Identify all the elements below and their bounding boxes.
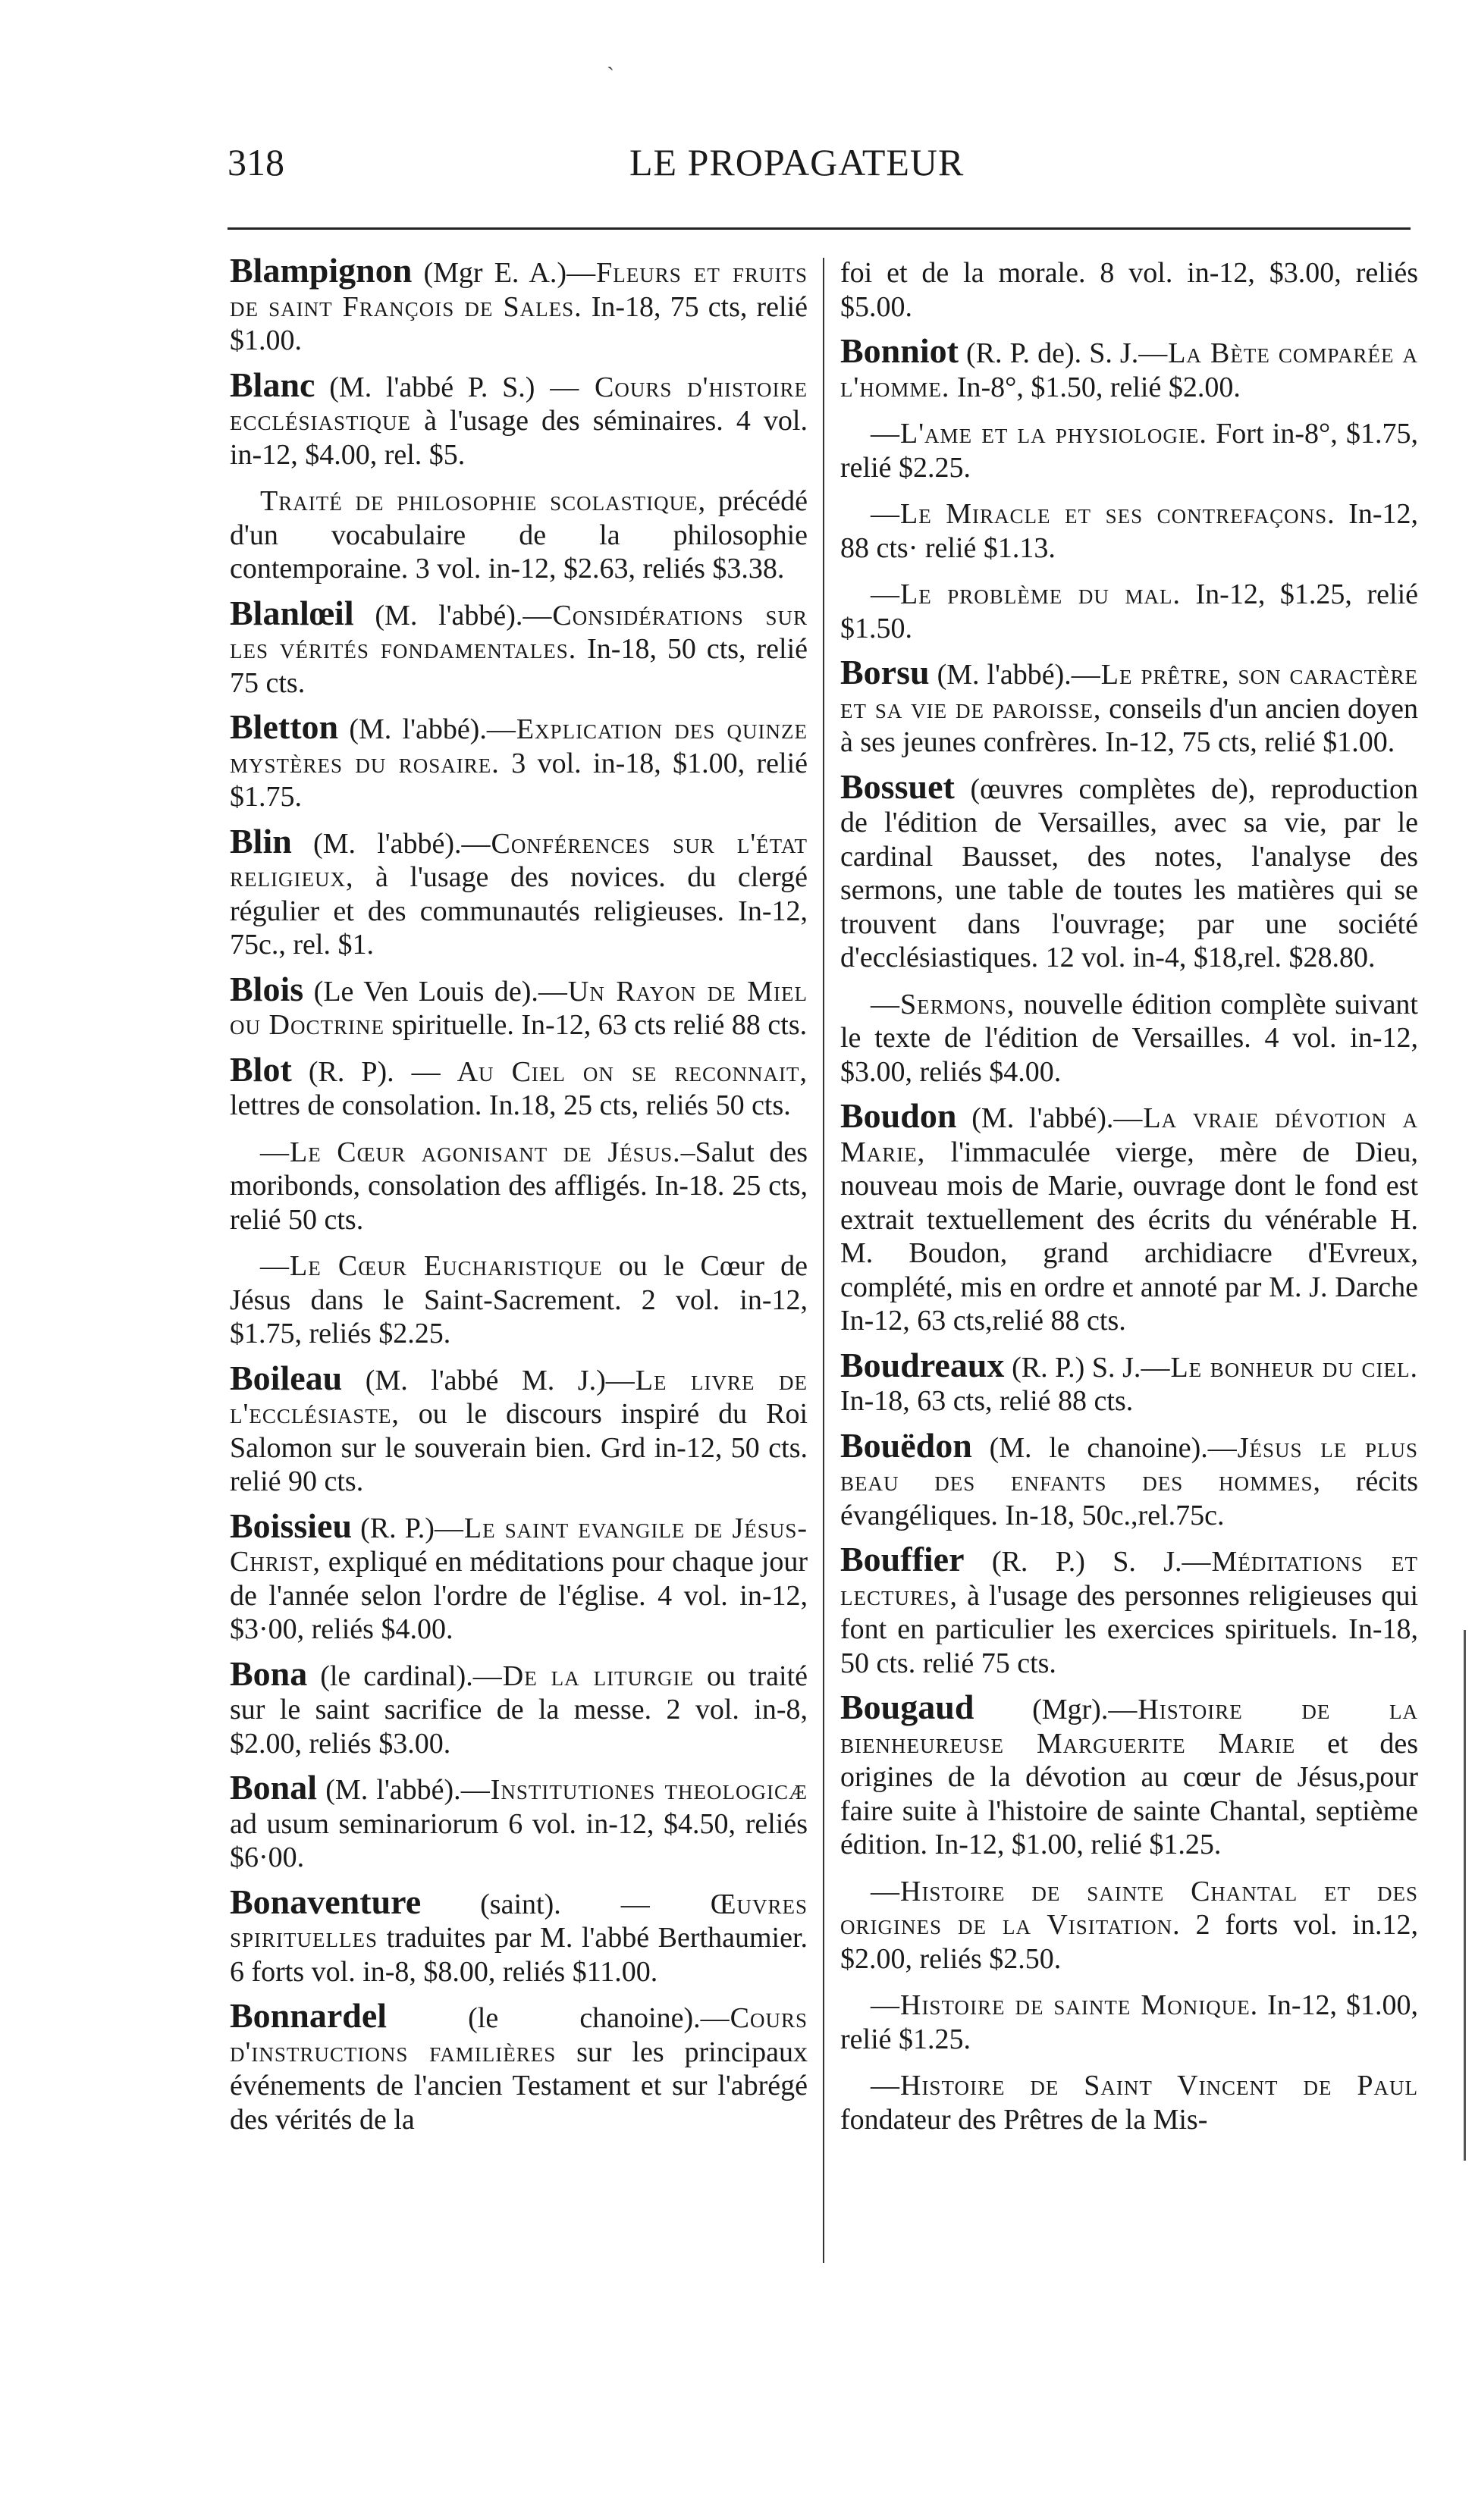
book-details: nouvelle édition complète suivant le texte de l'édition de Versailles. 4 vol. in-12, $3.00, reliés $4.00. bbox=[840, 988, 1418, 1088]
book-title: —Fleurs et fruits de saint François de Sales. bbox=[230, 257, 808, 323]
catalog-entry bbox=[230, 1653, 808, 1761]
book-title: —Le Miracle et ses contrefaçons. bbox=[871, 498, 1335, 530]
running-title: LE PROPAGATEUR bbox=[629, 141, 965, 183]
book-details: fondateur des Prêtres de la Mis- bbox=[840, 2103, 1208, 2136]
author-qualifier: (saint). bbox=[480, 1888, 561, 1920]
book-details: –Salut des moribonds, consolation des affligés. In-18. 25 cts, relié 50 cts. bbox=[230, 1136, 808, 1236]
author-qualifier: (Le Ven Louis de). bbox=[313, 975, 538, 1008]
catalog-entry bbox=[840, 1425, 1419, 1533]
book-details: l'immaculée vierge, mère de Dieu, nouveau mois de Marie, ouvrage dont le fond est extrait textuellement des écrits du vénérable H. M. Boudon, grand archidiacre d'Evreux, complété, mis en ordre et annoté par M. J. Darche In-12, 63 cts,relié 88 cts. bbox=[840, 1136, 1418, 1337]
book-details: 3 vol. in-18, $1.00, relié $1.75. bbox=[230, 747, 808, 813]
author-name: Bouffier bbox=[840, 1540, 965, 1578]
book-title: —Le livre de l'ecclésiaste, bbox=[230, 1364, 808, 1430]
author-name: Bonniot bbox=[840, 331, 959, 370]
book-title: —La vraie dévotion a Marie, bbox=[840, 1102, 1419, 1168]
book-details: foi et de la morale. 8 vol. in-12, $3.00, reliés $5.00. bbox=[840, 257, 1418, 323]
book-details: Fort in-8°, $1.75, relié $2.25. bbox=[840, 418, 1418, 484]
book-details: ou le discours inspiré du Roi Salomon sur le souverain bien. Grd in-12, 50 cts. relié 90 cts. bbox=[230, 1398, 808, 1497]
author-qualifier: (M. l'abbé). bbox=[349, 713, 487, 745]
catalog-entry bbox=[840, 331, 1419, 404]
catalog-entry bbox=[840, 986, 1418, 1089]
header-rule bbox=[228, 227, 1411, 230]
catalog-entry bbox=[230, 821, 808, 962]
author-name: Blampignon bbox=[230, 251, 413, 290]
author-name: Bonaventure bbox=[230, 1882, 422, 1921]
book-details: à l'usage des séminaires. 4 vol. in-12, $4.00, rel. $5. bbox=[230, 405, 808, 471]
catalog-entry bbox=[230, 1358, 808, 1499]
book-title: — Œuvres spirituelles bbox=[230, 1888, 808, 1954]
catalog-entry bbox=[840, 575, 1418, 645]
book-title: —Institutiones theologicæ bbox=[460, 1774, 808, 1806]
page-number: 318 bbox=[228, 141, 284, 183]
book-details: In-18, 75 cts, relié $1.00. bbox=[230, 290, 808, 356]
book-details: précédé d'un vocabulaire de la philosophie contemporaine. 3 vol. in-12, $2.63, reliés $3.38. bbox=[230, 485, 808, 585]
book-details: traduites par M. l'abbé Berthaumier. 6 forts vol. in-8, $8.00, reliés $11.00. bbox=[230, 1922, 808, 1988]
author-name: Bona bbox=[230, 1653, 308, 1693]
catalog-entry bbox=[840, 1873, 1418, 1976]
book-details: ad usum seminariorum 6 vol. in-12, $4.50, reliés $6·00. bbox=[230, 1807, 808, 1873]
book-details: expliqué en méditations pour chaque jour de l'année selon l'ordre de l'église. 4 vol. in-12, $3·00, reliés $4.00. bbox=[230, 1546, 808, 1645]
book-details: reproduction de l'édition de Versailles, avec sa vie, par le cardinal Bausset, des notes, l'analyse des sermons, une table de toutes les matières qui se trouvent dans l'ouvrage; par une société d'ecclésiastiques. 12 vol. in-4, $18,rel. $28.80. bbox=[840, 773, 1419, 973]
catalog-entry bbox=[840, 415, 1418, 484]
author-name: Blot bbox=[230, 1049, 292, 1089]
book-title: —Sermons, bbox=[871, 988, 1015, 1020]
catalog-entry bbox=[230, 482, 808, 586]
author-name: Blin bbox=[230, 821, 292, 860]
author-qualifier: (le chanoine). bbox=[468, 2002, 701, 2034]
catalog-entry bbox=[230, 1247, 808, 1351]
author-name: Blanlœil bbox=[230, 593, 354, 632]
book-title: — Cours d'histoire ecclésiastique bbox=[230, 371, 808, 437]
author-qualifier: (M. l'abbé). bbox=[375, 599, 523, 632]
catalog-entry bbox=[230, 1996, 808, 2136]
book-details: récits évangéliques. In-18, 50c.,rel.75c. bbox=[840, 1465, 1418, 1531]
book-details: conseils d'un ancien doyen à ses jeunes confrères. In-12, 75 cts, relié $1.00. bbox=[840, 692, 1418, 758]
catalog-entry bbox=[840, 766, 1419, 975]
book-title: Traité de philosophie scolastique, bbox=[260, 485, 707, 517]
catalog-entry bbox=[230, 1506, 808, 1647]
catalog-entry bbox=[840, 1986, 1418, 2056]
book-title: —Histoire de la bienheureuse Marguerite Marie bbox=[840, 1694, 1418, 1760]
author-name: Bossuet bbox=[840, 766, 955, 806]
catalog-entry bbox=[230, 707, 808, 814]
author-qualifier: (M. l'abbé M. J.) bbox=[365, 1364, 606, 1396]
author-name: Boudon bbox=[840, 1096, 957, 1135]
author-qualifier: (M. l'abbé P. S.) bbox=[329, 371, 535, 403]
catalog-entry bbox=[840, 1688, 1418, 1862]
author-name: Bonnardel bbox=[230, 1996, 388, 2035]
page-edge-mark bbox=[1464, 1630, 1466, 2161]
book-title: —Histoire de sainte Chantal et des origines de la Visitation. bbox=[840, 1875, 1418, 1941]
book-title: —Le prêtre, son caractère et sa vie de paroisse, bbox=[840, 659, 1418, 725]
book-details: 2 forts vol. in.12, $2.00, reliés $2.50. bbox=[840, 1909, 1418, 1975]
book-title: —Histoire de sainte Monique. bbox=[871, 1989, 1259, 2021]
catalog-entry bbox=[230, 365, 808, 472]
author-name: Boudreaux bbox=[840, 1345, 1005, 1384]
book-details: ou traité sur le saint sacrifice de la messe. 2 vol. in-8, $2.00, reliés $3.00. bbox=[230, 1660, 808, 1760]
book-details: et des origines de la dévotion au cœur de Jésus,pour faire suite à l'histoire de sainte Chantal, septième édition. In-12, $1.00, relié $1.25. bbox=[840, 1727, 1418, 1860]
book-title: —Méditations et lectures, bbox=[840, 1546, 1419, 1612]
book-details: In-8°, $1.50, relié $2.00. bbox=[949, 371, 1241, 403]
author-qualifier: (R. P.) bbox=[360, 1512, 435, 1544]
book-details: spirituelle. In-12, 63 cts relié 88 cts. bbox=[384, 1009, 808, 1041]
catalog-entry bbox=[840, 653, 1418, 760]
book-title: —Le Cœur Eucharistique bbox=[260, 1250, 603, 1282]
book-title: —De la liturgie bbox=[472, 1660, 695, 1692]
book-title: — Au Ciel on se reconnait, bbox=[394, 1055, 808, 1088]
book-details: ou le Cœur de Jésus dans le Saint-Sacrement. 2 vol. in-12, $1.75, reliés $2.25. bbox=[230, 1250, 808, 1349]
author-qualifier: (le cardinal). bbox=[320, 1660, 473, 1692]
book-details: In-12, 88 cts· relié $1.13. bbox=[840, 498, 1418, 564]
catalog-entry bbox=[230, 593, 808, 701]
book-details: In-18, 50 cts, relié 75 cts. bbox=[230, 633, 808, 699]
book-title: —Un Rayon de Miel ou Doctrine bbox=[230, 975, 808, 1041]
book-title: —Considérations sur les vérités fondamentales. bbox=[230, 599, 808, 665]
book-title: —Le bonheur du ciel. bbox=[1141, 1351, 1418, 1384]
page-header bbox=[228, 140, 1411, 201]
author-name: Blanc bbox=[230, 365, 315, 404]
catalog-entry bbox=[840, 1540, 1419, 1680]
column-divider bbox=[823, 258, 824, 2263]
book-details: lettres de consolation. In.18, 25 cts, reliés 50 cts. bbox=[230, 1089, 791, 1121]
author-qualifier: (M. le chanoine). bbox=[989, 1431, 1208, 1464]
author-name: Borsu bbox=[840, 653, 930, 691]
author-qualifier: (œuvres complètes de), bbox=[970, 773, 1256, 805]
book-title: —Le Cœur agonisant de Jésus. bbox=[260, 1136, 681, 1168]
book-title: —Conférences sur l'état religieux, bbox=[230, 827, 808, 893]
book-details: sur les principaux événements de l'ancien Testament et sur l'abrégé des vérités de la bbox=[230, 2036, 808, 2136]
author-qualifier: (Mgr). bbox=[1032, 1694, 1109, 1725]
catalog-entry bbox=[840, 1345, 1418, 1418]
book-title: —Le problème du mal. bbox=[871, 578, 1181, 610]
author-qualifier: (M. l'abbé). bbox=[313, 827, 462, 860]
author-name: Blois bbox=[230, 969, 304, 1008]
author-name: Bougaud bbox=[840, 1688, 974, 1726]
author-name: Bonal bbox=[230, 1768, 318, 1807]
right-column bbox=[840, 254, 1418, 2147]
book-title: —L'ame et la physiologie. bbox=[871, 418, 1207, 450]
author-qualifier: (M. l'abbé). bbox=[971, 1102, 1114, 1134]
catalog-entry bbox=[230, 1133, 808, 1237]
author-name: Boissieu bbox=[230, 1506, 353, 1545]
catalog-entry bbox=[840, 1096, 1419, 1338]
catalog-entry bbox=[230, 1768, 808, 1875]
book-title: —Jésus le plus beau des enfants des hommes, bbox=[840, 1431, 1419, 1497]
author-qualifier: (R. P). bbox=[308, 1055, 394, 1088]
author-qualifier: (Mgr E. A.) bbox=[423, 257, 567, 289]
author-name: Bletton bbox=[230, 707, 339, 746]
book-details: à l'usage des novices. du clergé régulier et des communautés religieuses. In-12, 75c., rel. $1. bbox=[230, 861, 808, 961]
author-name: Boileau bbox=[230, 1358, 343, 1397]
book-title: —Histoire de Saint Vincent de Paul bbox=[871, 2070, 1418, 2102]
catalog-entry bbox=[840, 254, 1418, 324]
book-details: In-18, 63 cts, relié 88 cts. bbox=[840, 1385, 1134, 1417]
author-name: Bouëdon bbox=[840, 1425, 972, 1465]
book-title: —Cours d'instructions familières bbox=[230, 2002, 808, 2068]
book-details: In-12, $1.25, relié $1.50. bbox=[840, 578, 1418, 644]
author-qualifier: (M. l'abbé). bbox=[937, 659, 1072, 691]
catalog-entry bbox=[230, 251, 808, 358]
author-qualifier: (M. l'abbé). bbox=[325, 1774, 461, 1806]
author-qualifier: (R. P.) S. J. bbox=[991, 1546, 1182, 1578]
margin-speck: ˎ bbox=[607, 45, 614, 71]
book-title: —La Bète comparée a l'homme. bbox=[840, 337, 1419, 403]
catalog-entry bbox=[230, 1882, 808, 1989]
left-column bbox=[230, 251, 808, 2147]
book-details: In-12, $1.00, relié $1.25. bbox=[840, 1989, 1418, 2055]
author-qualifier: (R. P. de). S. J. bbox=[966, 337, 1139, 369]
catalog-entry bbox=[840, 2067, 1418, 2136]
book-title: —Le saint evangile de Jésus-Christ, bbox=[230, 1512, 808, 1578]
catalog-entry bbox=[230, 969, 808, 1042]
book-title: —Explication des quinze mystères du rosaire. bbox=[230, 713, 808, 779]
author-qualifier: (R. P.) S. J. bbox=[1012, 1351, 1141, 1384]
catalog-entry bbox=[840, 495, 1418, 565]
book-details: à l'usage des personnes religieuses qui font en particulier les exercices spirituels. In-18, 50 cts. relié 75 cts. bbox=[840, 1579, 1418, 1679]
catalog-entry bbox=[230, 1049, 808, 1123]
